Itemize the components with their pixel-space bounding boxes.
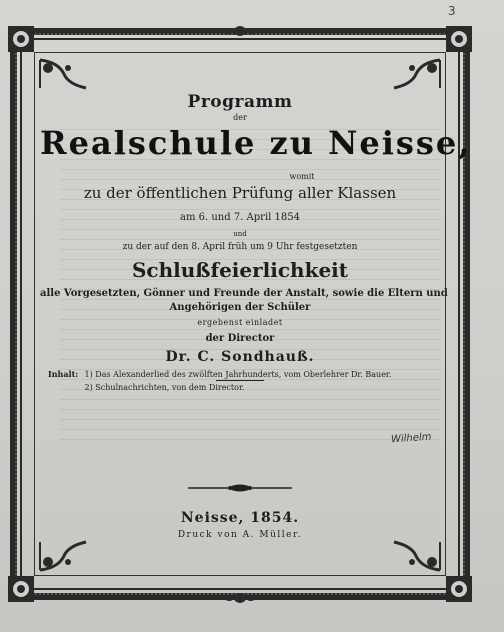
text-der: der xyxy=(233,113,247,122)
fleuron-icon xyxy=(222,592,258,604)
addressees-line-2: Angehörigen der Schüler xyxy=(169,302,311,313)
text-ergebenst: ergebenst einladet xyxy=(197,318,283,327)
place-year: Neisse, 1854. xyxy=(180,510,300,526)
page-number: 3 xyxy=(448,4,456,18)
contents-item: 1) Das Alexanderlied des zwölften Jahrhunderts, vom Oberlehrer Dr. Bauer. xyxy=(84,370,392,379)
printer-line: Druck von A. Müller. xyxy=(177,530,303,540)
scroll-ornament-icon xyxy=(38,58,92,92)
fleuron-icon xyxy=(222,25,258,37)
text-und: und xyxy=(233,230,247,238)
scroll-ornament-icon xyxy=(388,58,442,92)
director-name: Dr. C. Sondhauß. xyxy=(165,349,315,365)
time-line: zu der auf den 8. April früh um 9 Uhr festgesetzten xyxy=(122,242,358,252)
ornamental-rule-icon xyxy=(188,483,292,493)
director-label: der Director xyxy=(205,333,275,344)
contents-list xyxy=(85,368,392,394)
handwritten-note: Wilhelm xyxy=(390,431,432,446)
heading-programm: Programm xyxy=(187,92,293,112)
exam-dates: am 6. und 7. April 1854 xyxy=(180,212,300,223)
ceremony-heading: Schlußfeierlichkeit xyxy=(131,258,348,282)
text-womit: womit xyxy=(289,172,315,181)
scroll-ornament-icon xyxy=(388,538,442,572)
school-title: Realschule zu Neisse, xyxy=(40,124,472,162)
corner-ornament-icon xyxy=(4,22,38,56)
contents-item: 2) Schulnachrichten, von dem Director. xyxy=(84,383,245,392)
corner-ornament-icon xyxy=(4,572,38,606)
corner-ornament-icon xyxy=(442,572,476,606)
contents-block xyxy=(48,368,391,394)
addressees-line-1: alle Vorgesetzten, Gönner und Freunde der Anstalt, sowie die Eltern und xyxy=(40,288,448,299)
scroll-ornament-icon xyxy=(38,538,92,572)
contents-label: Inhalt: xyxy=(48,369,79,379)
invitation-line: zu der öffentlichen Prüfung aller Klassen xyxy=(83,184,397,202)
corner-ornament-icon xyxy=(442,22,476,56)
